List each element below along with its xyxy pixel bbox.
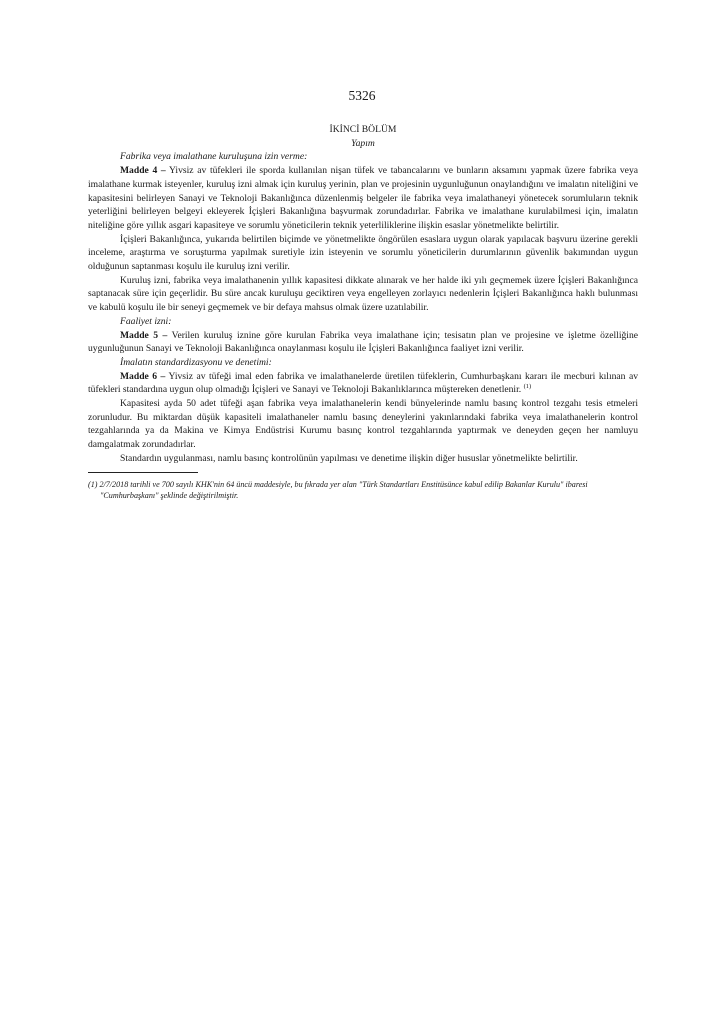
paragraph-permit-validity: Kuruluş izni, fabrika veya imalathanenin yıllık kapasitesi dikkate alınarak ve her halde iki yılı geçmemek üzere İçişleri Bakanlığınca saptanacak süre için geçerlidir. Bu süre ancak kuruluşu geciktiren veya engelleyen zorlayıcı nedenlerin İçişleri Bakanlığınca haklı bulunması ve kabulü koşulu ile bir seneyi geçmemek ve bir defaya mahsus olmak üzere uzatılabilir. (88, 274, 638, 314)
article-5-label: Madde 5 – (120, 329, 168, 341)
paragraph-regulation: Standardın uygulanması, namlu basınç kontrolünün yapılması ve denetime ilişkin diğer hususlar yönetmelikte belirtilir. (120, 452, 578, 464)
article-6-label: Madde 6 – (120, 370, 166, 382)
article-5-text: Verilen kuruluş iznine göre kurulan Fabrika veya imalathane için; tesisatın plan ve projesine ve işletme özelliğine uygunluğunun Sanayi ve Teknoloji Bakanlığınca onaylanması koşulu ile İçişleri Bakanlığınca faaliyet izni verilir. (88, 329, 639, 355)
footnote-divider (88, 472, 198, 473)
page-number: 5326 (348, 88, 376, 103)
paragraph-interior-ministry: İçişleri Bakanlığınca, yukarıda belirtilen biçimde ve yönetmelikte öngörülen esaslara uygun olarak yapılacak başvuru üzerine gerekli inceleme, araştırma ve soruşturma yapılmak suretiyle izin isteyenin ve sorumlu yöneticilerin durumlarının güvenlik bakımından uygun olduğunun saptanması koşulu ile kuruluş izni verilir. (88, 233, 638, 273)
article-4-text: Yivsiz av tüfekleri ile sporda kullanılan nişan tüfek ve tabancalarını ve bunların aksamını yapmak üzere fabrika veya imalathane kurmak isteyenler, kuruluş izni almak için kuruluş yerinin, plan ve projesinin uygunluğunun onaylandığını ve imalatın niteliğini ve kapasitesini belirleyen Sanayi ve Teknoloji Bakanlığınca düzenlenmiş belgeler ile fabrika veya imalathaneyi yönetecek sorumluların teknik yeterliğini belirleyen belgeyi ekleyerek İçişleri Bakanlığına başvurmak zorundadırlar. Fabrika ve imalathane kurulabilmesi için, imalatın niteliğine göre yıllık asgari kapasiteye ve sorumlu yöneticilerin teknik yeterliliklerine ilişkin esaslar yönetmelikte belirtilir. (88, 165, 638, 231)
heading-factory-permit: Fabrika veya imalathane kuruluşuna izin verme: (120, 151, 308, 163)
heading-standardization: İmalatın standardizasyonu ve denetimi: (120, 356, 272, 368)
section-subtitle: Yapım (351, 137, 375, 149)
article-4-label: Madde 4 – (120, 165, 166, 177)
footnote: (1) 2/7/2018 tarihli ve 700 sayılı KHK'nin 64 üncü maddesiyle, bu fıkrada yer alan "Türk Standartları Enstitüsünce kabul edilip Bakanlar Kurulu" ibaresi "Cumhurbaşkanı" şeklinde değiştirilmiştir. (88, 479, 588, 501)
footnote-ref: (1) (523, 383, 532, 391)
paragraph-pressure-control: Kapasitesi ayda 50 adet tüfeği aşan fabrika veya imalathanelerin kendi bünyelerinde namlu basınç kontrol tezgahı tesis etmeleri zorunludur. Bu miktardan düşük kapasiteli imalathaneler namlu basınç deneylerini yakınlarındaki fabrika veya imalathanelerin kontrol tezgahlarında ya da Makina ve Kimya Endüstrisi Kurumu basınç kontrol tezgahlarında yaptırmak ve deneyden geçen her namluyu damgalatmak zorundadırlar. (88, 398, 638, 451)
article-4 (88, 164, 638, 233)
article-6 (88, 370, 638, 397)
page-content (88, 123, 638, 502)
article-6-text: Yivsiz av tüfeği imal eden fabrika ve imalathanelerde üretilen tüfeklerin, Cumhurbaşkanı kararı ile mecburi kılınan av tüfekleri standardına uygun olup olmadığı İçişleri ve Sanayi ve Teknoloji Bakanlıklarınca müştereken denetlenir. (88, 370, 638, 396)
section-title: İKİNCİ BÖLÜM (329, 124, 397, 135)
article-5 (88, 329, 638, 356)
heading-operation-permit: Faaliyet izni: (120, 315, 172, 327)
